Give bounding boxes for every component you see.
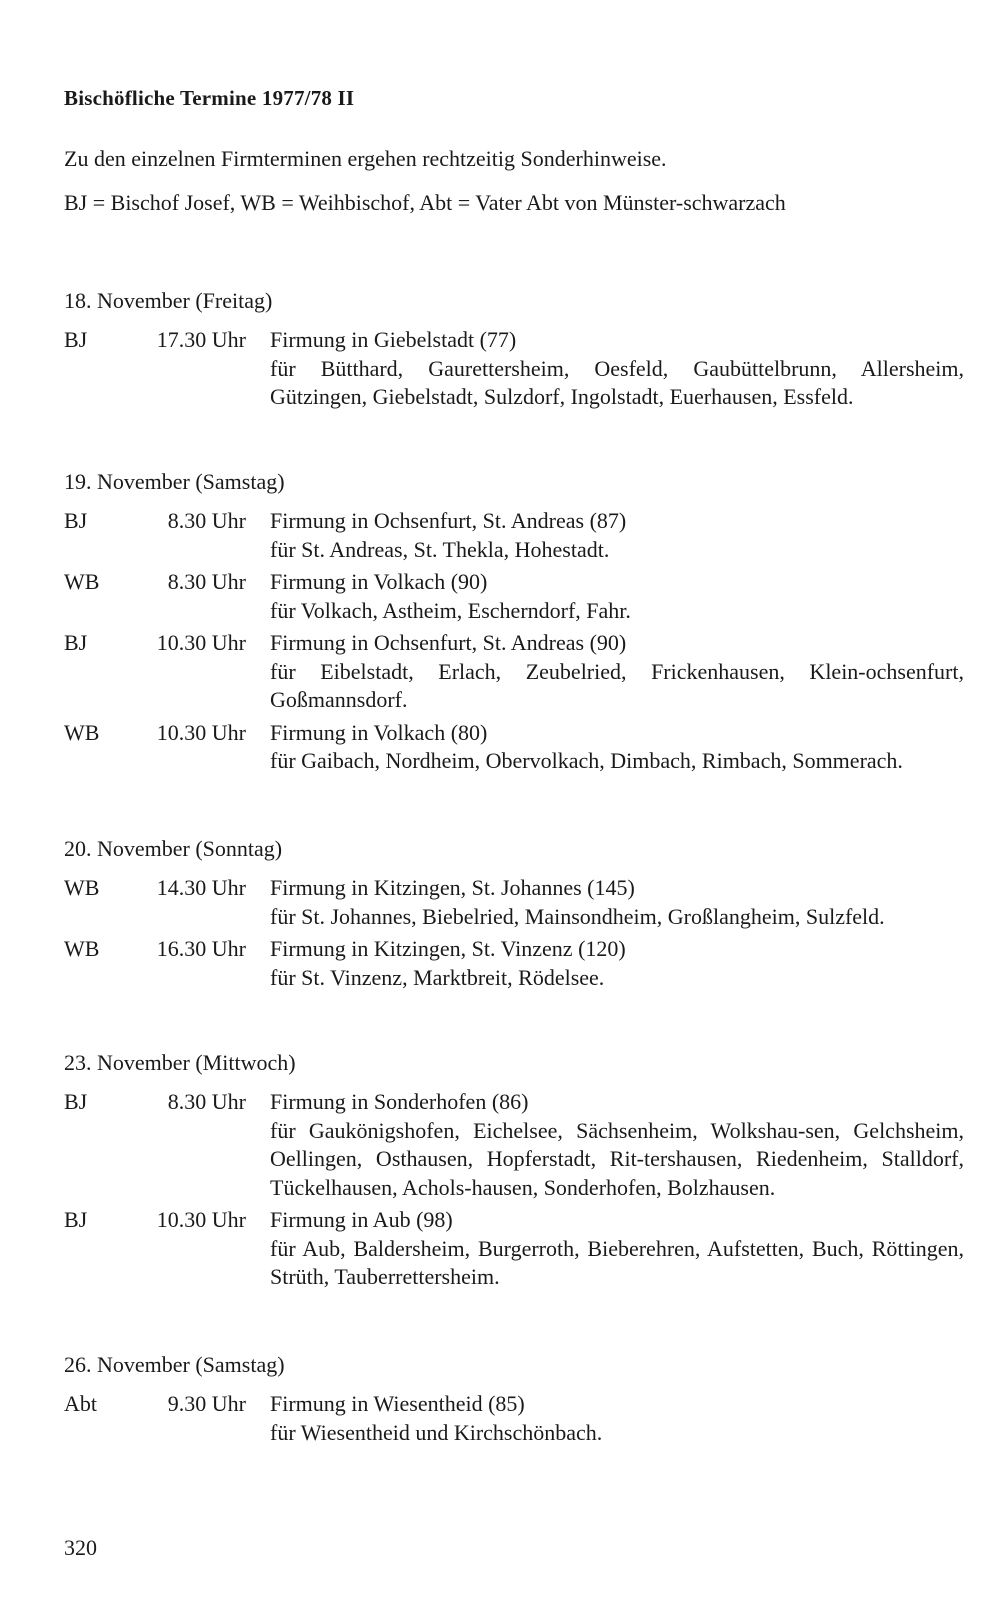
entry-title: Firmung in Volkach (90) bbox=[270, 569, 488, 594]
day-block bbox=[64, 834, 964, 996]
entry-time: 16.30 Uhr bbox=[156, 936, 246, 961]
schedule-entry bbox=[64, 629, 964, 715]
day-heading: 18. November (Freitag) bbox=[64, 288, 273, 313]
entry-parishes: für St. Andreas, St. Thekla, Hohestadt. bbox=[270, 536, 610, 562]
day-block bbox=[64, 1048, 964, 1296]
abbreviation-legend: BJ = Bischof Josef, WB = Weihbischof, Abt = Vater Abt von Münster-schwarzach bbox=[64, 190, 786, 215]
entry-title: Firmung in Wiesentheid (85) bbox=[270, 1391, 525, 1416]
schedule-entry bbox=[64, 874, 964, 931]
entry-time: 10.30 Uhr bbox=[156, 1207, 246, 1232]
entry-title: Firmung in Ochsenfurt, St. Andreas (90) bbox=[270, 630, 627, 655]
celebrant: WB bbox=[64, 569, 100, 594]
celebrant: BJ bbox=[64, 508, 88, 533]
entry-title: Firmung in Giebelstadt (77) bbox=[270, 327, 517, 352]
entry-title: Firmung in Kitzingen, St. Johannes (145) bbox=[270, 875, 635, 900]
celebrant: WB bbox=[64, 875, 100, 900]
entry-parishes: für Gaibach, Nordheim, Obervolkach, Dimbach, Rimbach, Sommerach. bbox=[270, 748, 903, 773]
schedule-entry bbox=[64, 326, 964, 412]
celebrant: BJ bbox=[64, 630, 88, 655]
day-block bbox=[64, 467, 964, 780]
schedule-entry bbox=[64, 1088, 964, 1202]
entry-parishes: für Bütthard, Gaurettersheim, Oesfeld, Gaubüttelbrunn, Allersheim, Gützingen, Giebelstadt, Sulzdorf, Ingolstadt, Euerhausen, Essfeld. bbox=[270, 355, 964, 409]
celebrant: Abt bbox=[64, 1391, 97, 1416]
celebrant: BJ bbox=[64, 1089, 88, 1114]
day-heading: 20. November (Sonntag) bbox=[64, 836, 283, 861]
schedule-entry bbox=[64, 1206, 964, 1292]
entry-title: Firmung in Kitzingen, St. Vinzenz (120) bbox=[270, 936, 626, 961]
day-block bbox=[64, 1350, 964, 1451]
day-heading: 23. November (Mittwoch) bbox=[64, 1050, 296, 1075]
entry-parishes: für St. Vinzenz, Marktbreit, Rödelsee. bbox=[270, 964, 605, 990]
schedule-entry bbox=[64, 935, 964, 992]
celebrant: BJ bbox=[64, 1207, 88, 1232]
entry-time: 9.30 Uhr bbox=[167, 1391, 246, 1416]
schedule-entry bbox=[64, 719, 964, 776]
entry-title: Firmung in Sonderhofen (86) bbox=[270, 1089, 529, 1114]
schedule-entry bbox=[64, 568, 964, 625]
entry-time: 10.30 Uhr bbox=[156, 719, 246, 745]
celebrant: WB bbox=[64, 936, 100, 961]
day-heading: 19. November (Samstag) bbox=[64, 469, 285, 494]
schedule-entry bbox=[64, 507, 964, 564]
schedule-entry bbox=[64, 1390, 964, 1447]
entry-time: 8.30 Uhr bbox=[167, 508, 246, 533]
entry-time: 8.30 Uhr bbox=[167, 569, 246, 594]
entry-time: 14.30 Uhr bbox=[156, 875, 246, 900]
entry-title: Firmung in Volkach (80) bbox=[270, 719, 488, 745]
entry-time: 8.30 Uhr bbox=[167, 1089, 246, 1114]
intro-note: Zu den einzelnen Firmterminen ergehen rechtzeitig Sonderhinweise. bbox=[64, 146, 667, 171]
celebrant: BJ bbox=[64, 327, 88, 352]
entry-time: 17.30 Uhr bbox=[156, 327, 246, 352]
entry-parishes: für Eibelstadt, Erlach, Zeubelried, Frickenhausen, Klein-ochsenfurt, Goßmannsdorf. bbox=[270, 658, 964, 712]
document-title: Bischöfliche Termine 1977/78 II bbox=[64, 86, 355, 110]
celebrant: WB bbox=[64, 719, 100, 745]
day-block bbox=[64, 286, 964, 416]
entry-parishes: für Gaukönigshofen, Eichelsee, Sächsenheim, Wolkshau-sen, Gelchsheim, Oellingen, Osthausen, Hopferstadt, Rit-tershausen, Riedenheim, Stalldorf, Tückelhausen, Achols-hausen, Sonderhofen, Bolzhausen. bbox=[270, 1117, 964, 1200]
page-number: 320 bbox=[64, 1535, 97, 1560]
entry-parishes: für Aub, Baldersheim, Burgerroth, Bieberehren, Aufstetten, Buch, Röttingen, Strüth, Tauberrettersheim. bbox=[270, 1235, 964, 1289]
entry-title: Firmung in Aub (98) bbox=[270, 1207, 453, 1232]
entry-parishes: für St. Johannes, Biebelried, Mainsondheim, Großlangheim, Sulzfeld. bbox=[270, 903, 885, 929]
day-heading: 26. November (Samstag) bbox=[64, 1352, 285, 1377]
entry-parishes: für Volkach, Astheim, Escherndorf, Fahr. bbox=[270, 597, 631, 623]
entry-title: Firmung in Ochsenfurt, St. Andreas (87) bbox=[270, 508, 627, 533]
entry-time: 10.30 Uhr bbox=[156, 630, 246, 655]
entry-parishes: für Wiesentheid und Kirchschönbach. bbox=[270, 1419, 603, 1445]
